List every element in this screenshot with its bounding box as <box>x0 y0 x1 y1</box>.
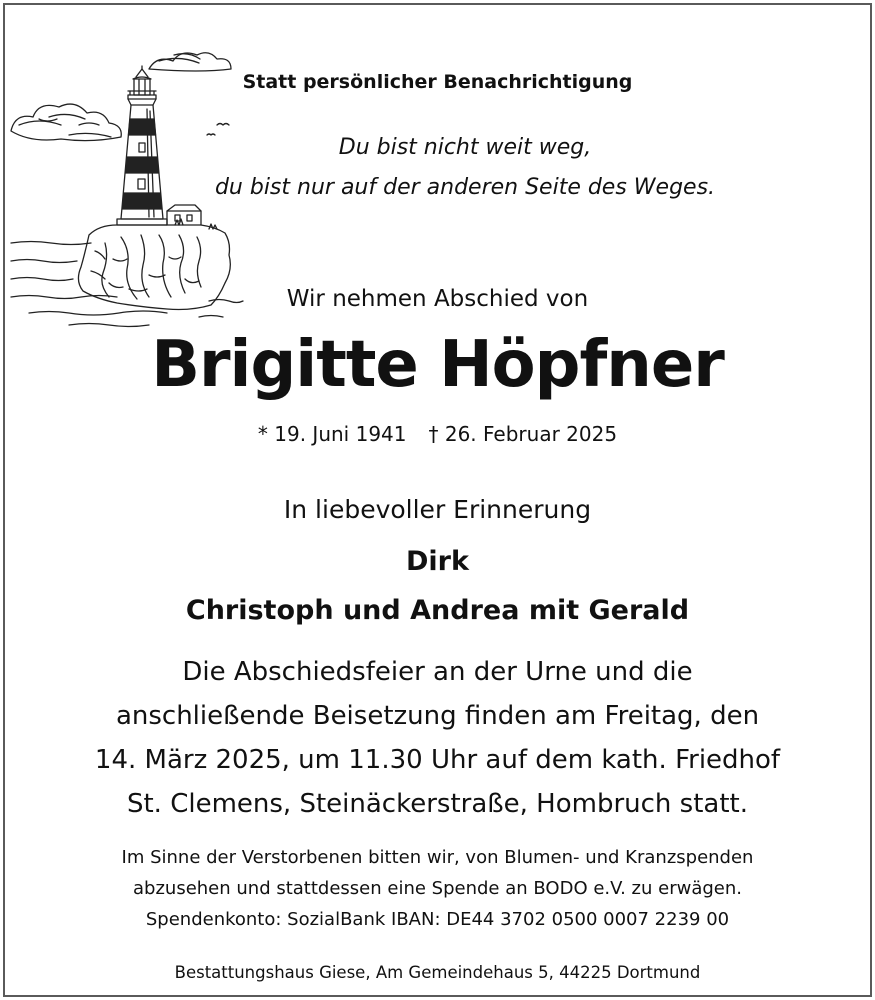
quote-line-1: Du bist nicht weit weg, <box>338 135 592 160</box>
obituary-notice <box>3 3 872 997</box>
deceased-name: Brigitte Höpfner <box>151 328 724 402</box>
ceremony-line-4: St. Clemens, Steinäckerstraße, Hombruch statt. <box>126 789 748 819</box>
mourner-line-2: Christoph und Andrea mit Gerald <box>185 595 690 626</box>
funeral-home-address: Bestattungshaus Giese, Am Gemeindehaus 5, 44225 Dortmund <box>174 963 701 982</box>
ceremony-line-2: anschließende Beisetzung finden am Freitag, den <box>115 701 760 731</box>
ceremony-line-1: Die Abschiedsfeier an der Urne und die <box>182 657 693 687</box>
donation-line-3: Spendenkonto: SozialBank IBAN: DE44 3702 0500 0007 2239 00 <box>145 909 730 930</box>
life-dates <box>5 424 870 444</box>
quote-line-2: du bist nur auf der anderen Seite des Weges. <box>214 175 716 200</box>
death-date: † 26. Februar 2025 <box>428 422 618 446</box>
mourner-line-1: Dirk <box>406 546 469 577</box>
header-title: Statt persönlicher Benachrichtigung <box>242 71 633 93</box>
farewell-intro: Wir nehmen Abschied von <box>286 286 589 312</box>
donation-line-2: abzusehen und stattdessen eine Spende an BODO e.V. zu erwägen. <box>133 878 742 899</box>
donation-line-1: Im Sinne der Verstorbenen bitten wir, von Blumen- und Kranzspenden <box>121 847 754 868</box>
birth-date: * 19. Juni 1941 <box>257 422 407 446</box>
ceremony-line-3: 14. März 2025, um 11.30 Uhr auf dem kath. Friedhof <box>94 745 781 775</box>
memory-intro: In liebevoller Erinnerung <box>283 495 592 524</box>
